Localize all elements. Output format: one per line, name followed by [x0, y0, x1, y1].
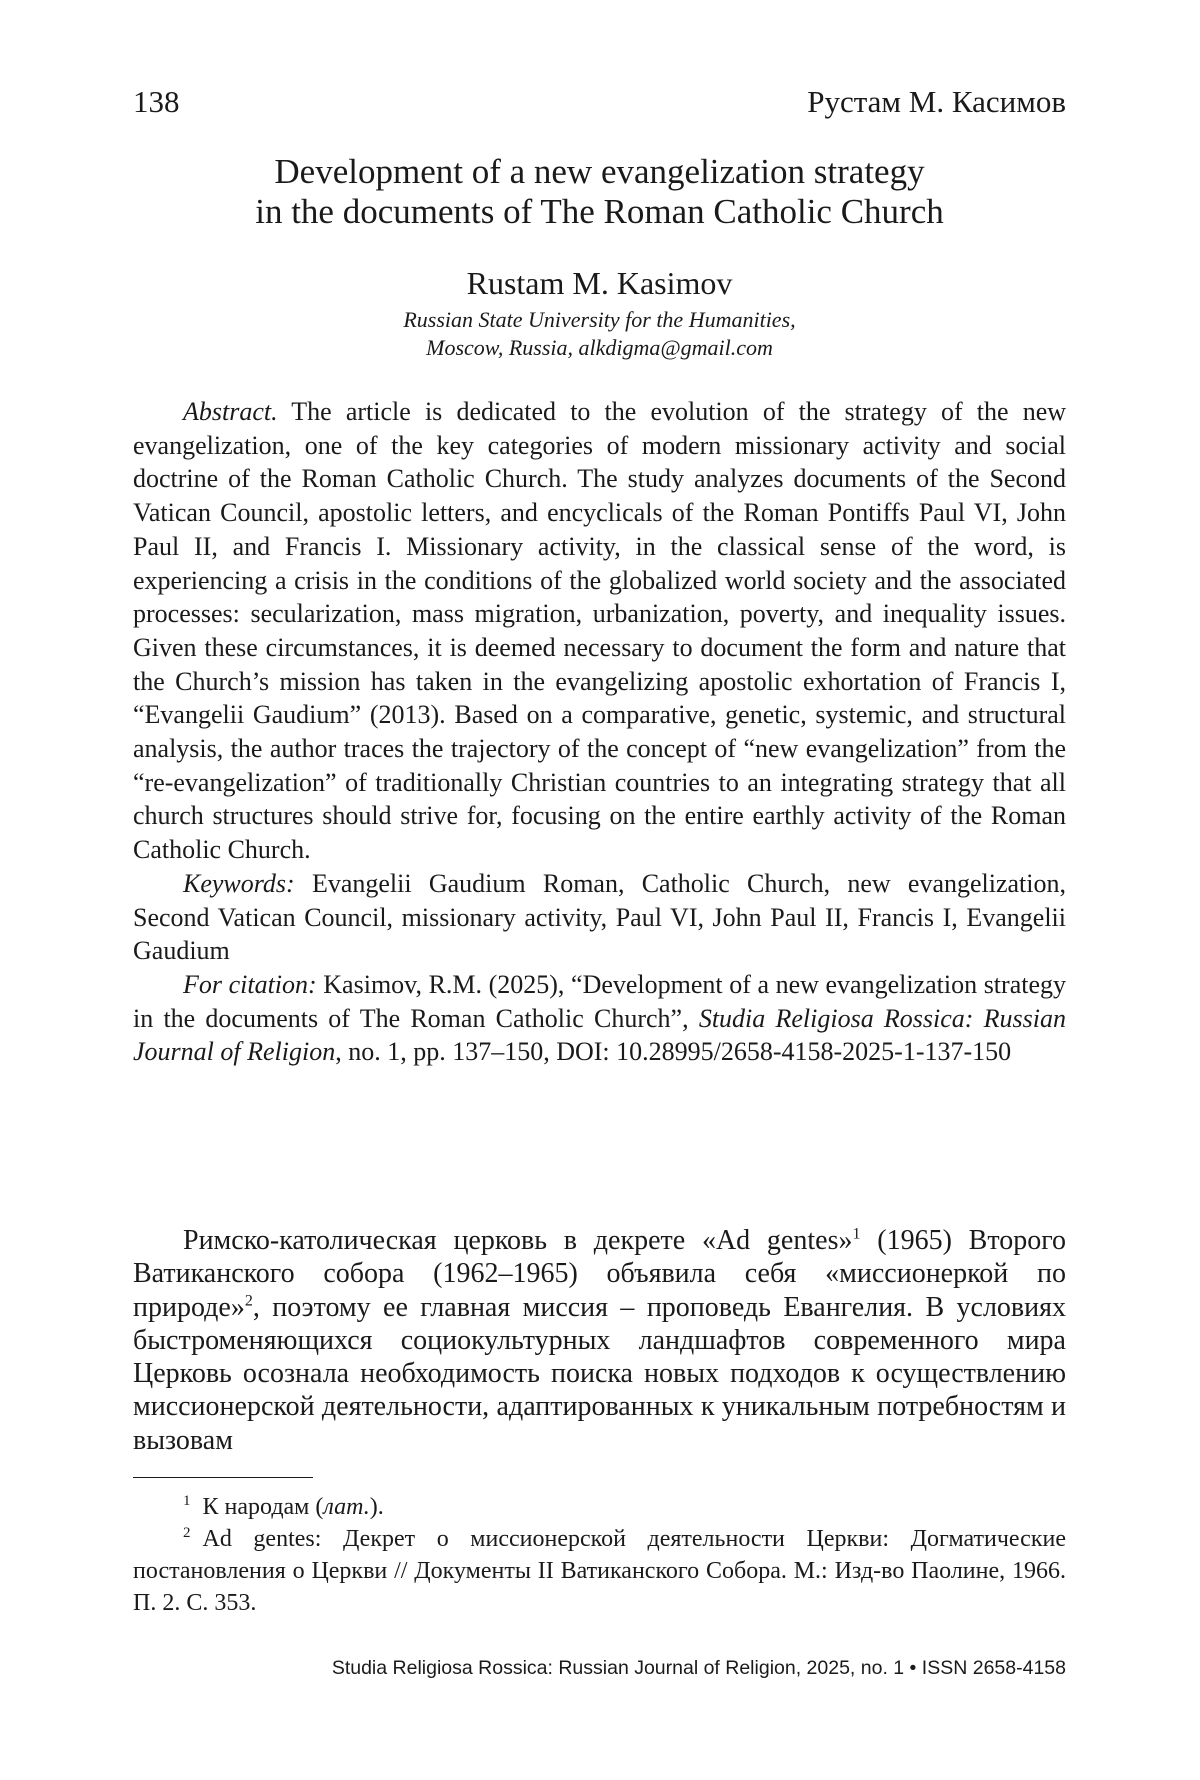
main-paragraph: Римско-католическая церковь в декрете «Ad gentes»$^1$ (1965) Второго Ватиканского собора (1962–1965) объявила себя «миссионеркой по природе»$^2$, поэтому ее главная миссия – проповедь Евангелия. В условиях быстроменяющихся социокультурных ландшафтов современного мира Церковь осознала необходимость поиска новых подходов к осуществлению миссионерской деятельности, адаптированных к уникальным потребностям и вызовам	[133, 1225, 1066, 1456]
citation-journal: Studia Religiosa Rossica: Russian Journal of Religion	[133, 1003, 1067, 1067]
keywords	[133, 867, 1066, 968]
affiliation	[133, 306, 1066, 362]
abstract-block	[133, 395, 1066, 1069]
footnote-divider	[133, 1477, 313, 1478]
article-title	[133, 152, 1066, 232]
footnote-ref-1[interactable]: 1	[852, 1225, 861, 1243]
title-line-1: Development of a new evangelization strategy	[274, 152, 925, 191]
footnote-2: $^2$ Ad gentes: Декрет о миссионерской деятельности Церкви: Догматические постановления о Церкви // Документы II Ватиканского Собора. М.: Изд-во Паолине, 1966. П. 2. С. 353.	[133, 1525, 1066, 1616]
footnote-ref-2[interactable]: 2	[244, 1292, 253, 1310]
running-header	[133, 84, 1066, 124]
affiliation-line-2: Moscow, Russia, alkdigma@gmail.com	[426, 335, 773, 360]
citation	[133, 968, 1066, 1069]
footnote-1: $^1$ К народам (лат.).	[183, 1493, 384, 1520]
main-text	[133, 1224, 1066, 1457]
citation-details: , no. 1, pp. 137–150, DOI: 10.28995/2658-4158-2025-1-137-150	[335, 1037, 1012, 1067]
affiliation-line-1: Russian State University for the Humanities,	[403, 307, 796, 332]
journal-footer: Studia Religiosa Rossica: Russian Journal of Religion, 2025, no. 1 • ISSN 2658-4158	[331, 1657, 1066, 1679]
keywords-text: Evangelii Gaudium Roman, Catholic Church, new evangelization, Second Vatican Council, missionary activity, Paul VI, John Paul II, Francis I, Evangelii Gaudium	[133, 868, 1066, 966]
page	[133, 0, 1066, 1780]
abstract-text: The article is dedicated to the evolution of the strategy of the new evangelization, one of the key categories of modern missionary activity and social doctrine of the Roman Catholic Church. The study analyzes documents of the Second Vatican Council, apostolic letters, and encyclicals of the Roman Pontiffs Paul VI, John Paul II, and Francis I. Missionary activity, in the classical sense of the word, is experiencing a crisis in the conditions of the globalized world society and the associated processes: secularization, mass migration, urbanization, poverty, and inequality issues. Given these circumstances, it is deemed necessary to document the form and nature that the Church’s mission has taken in the evangelizing apostolic exhortation of Francis I, “Evangelii Gaudium” (2013). Based on a comparative, genetic, systemic, and structural analysis, the author traces the trajectory of the concept of “new evangelization” from the “re-evangelization” of traditionally Christian countries to an integrating strategy that all church structures should strive for, focusing on the entire earthly activity of the Roman Catholic Church.	[133, 397, 1067, 865]
footnotes	[133, 1491, 1066, 1619]
title-line-2: in the documents of The Roman Catholic Church	[255, 192, 944, 231]
page-number: 138	[133, 84, 180, 119]
author-name: Rustam M. Kasimov	[466, 265, 733, 301]
abstract-label: Abstract.	[183, 397, 278, 426]
running-author: Рустам М. Касимов	[807, 84, 1066, 119]
citation-label: For citation:	[183, 969, 317, 999]
keywords-label: Keywords:	[183, 868, 295, 898]
abstract	[133, 395, 1066, 867]
citation-text: Kasimov, R.M. (2025), “Development of a new evangelization strategy in the documents of The Roman Catholic Church”,	[133, 969, 1066, 1033]
